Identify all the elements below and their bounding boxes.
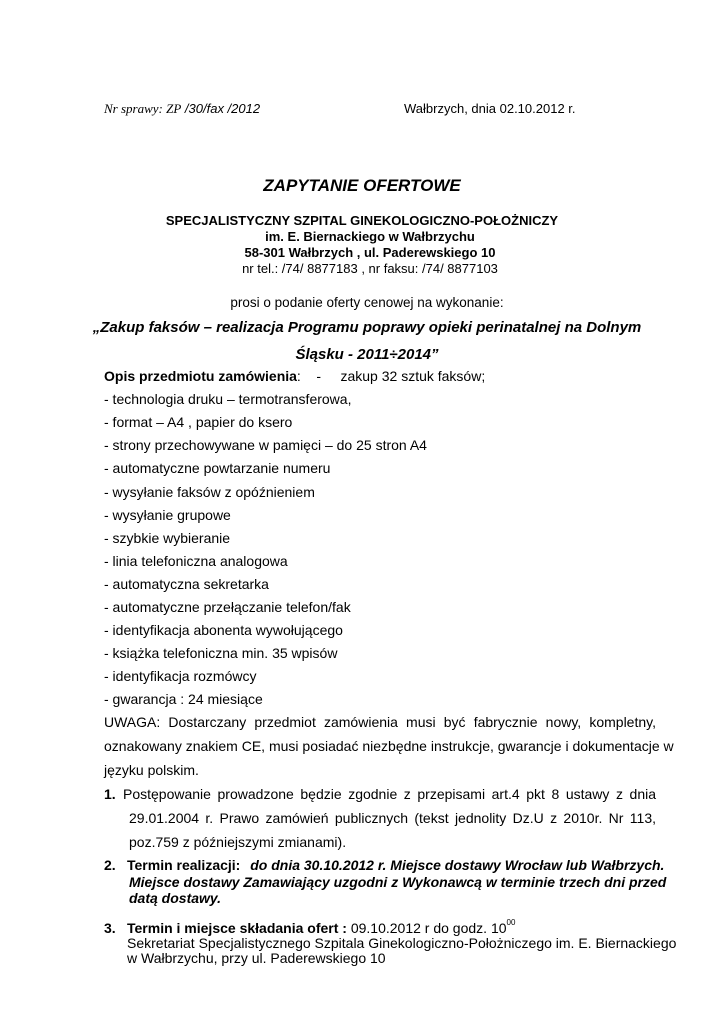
section-2-deadline: do dnia 30.10.2012 r. Miejsce dostawy Wrocław lub Wałbrzych. xyxy=(250,857,665,873)
list-item: - wysyłanie faksów z opóźnieniem xyxy=(104,484,315,500)
institution-patron: im. E. Biernackiego w Wałbrzychu xyxy=(265,229,475,244)
note-line-1: UWAGA: Dostarczany przedmiot zamówienia musi być fabrycznie nowy, kompletny, xyxy=(104,714,656,730)
list-item: - automatyczne przełączanie telefon/fak xyxy=(104,599,351,615)
section-1-line-3: poz.759 z późniejszymi zmianami). xyxy=(129,834,347,850)
case-number xyxy=(104,101,260,117)
description-first-item: : - zakup 32 sztuk faksów; xyxy=(296,368,486,384)
case-label: Nr sprawy: ZP xyxy=(104,101,182,116)
list-item: - automatyczne powtarzanie numeru xyxy=(104,460,331,476)
list-item: - gwarancja : 24 miesiące xyxy=(104,691,263,707)
section-2-line-3: datą dostawy. xyxy=(129,890,222,906)
description-heading xyxy=(104,368,485,384)
section-3-line-3: w Wałbrzychu, przy ul. Paderewskiego 10 xyxy=(127,950,386,966)
list-item: - format – A4 , papier do ksero xyxy=(104,414,293,430)
list-item: - linia telefoniczna analogowa xyxy=(104,553,288,569)
subject-line-1: „Zakup faksów – realizacja Programu poprawy opieki perinatalnej na Dolnym xyxy=(92,319,642,336)
section-2-number: 2. xyxy=(104,857,116,873)
note-line-2: oznakowany znakiem CE, musi posiadać niezbędne instrukcje, gwarancje i dokumentacje w xyxy=(104,738,674,754)
list-item: - szybkie wybieranie xyxy=(104,530,231,546)
subject-line-2: Śląsku - 2011÷2014” xyxy=(295,346,439,363)
section-2-line-2: Miejsce dostawy Zamawiający uzgodni z Wykonawcą w terminie trzech dni przed xyxy=(129,874,667,890)
document-title: ZAPYTANIE OFERTOWE xyxy=(263,176,461,195)
section-1-number: 1. xyxy=(104,786,116,802)
list-item: - wysyłanie grupowe xyxy=(104,507,231,523)
request-intro: prosi o podanie oferty cenowej na wykonanie: xyxy=(230,295,504,310)
section-2-label: Termin realizacji: xyxy=(127,857,241,873)
place-date: Wałbrzych, dnia 02.10.2012 r. xyxy=(404,101,576,116)
note-line-3: języku polskim. xyxy=(104,762,199,778)
section-3-line-1 xyxy=(127,920,515,936)
list-item: - strony przechowywane w pamięci – do 25 stron A4 xyxy=(104,437,427,453)
section-3-deadline-minutes: 00 xyxy=(506,918,516,927)
list-item: - książka telefoniczna min. 35 wpisów xyxy=(104,645,338,661)
section-2-line-1 xyxy=(127,857,664,873)
section-3-deadline: 09.10.2012 r do godz. 10 xyxy=(350,920,507,936)
section-3-label: Termin i miejsce składania ofert : xyxy=(127,920,347,936)
section-1-line-2: 29.01.2004 r. Prawo zamówień publicznych (tekst jednolity Dz.U z 2010r. Nr 113, xyxy=(129,810,656,826)
list-item: - automatyczna sekretarka xyxy=(104,576,269,592)
section-1-line-1: Postępowanie prowadzone będzie zgodnie z przepisami art.4 pkt 8 ustawy z dnia xyxy=(123,786,656,802)
list-item: - identyfikacja rozmówcy xyxy=(104,668,257,684)
list-item: - technologia druku – termotransferowa, xyxy=(104,391,352,407)
section-3-line-2: Sekretariat Specjalistycznego Szpitala Ginekologiczno-Położniczego im. E. Biernackiego xyxy=(127,935,677,951)
institution-address: 58-301 Wałbrzych , ul. Paderewskiego 10 xyxy=(244,245,496,260)
description-label: Opis przedmiotu zamówienia xyxy=(104,368,297,384)
case-code: /30/fax /2012 xyxy=(184,101,261,116)
list-item: - identyfikacja abonenta wywołującego xyxy=(104,622,343,638)
institution-contact: nr tel.: /74/ 8877183 , nr faksu: /74/ 8877103 xyxy=(242,261,498,276)
institution-name: SPECJALISTYCZNY SZPITAL GINEKOLOGICZNO-POŁOŻNICZY xyxy=(165,213,559,228)
section-3-number: 3. xyxy=(104,920,116,936)
